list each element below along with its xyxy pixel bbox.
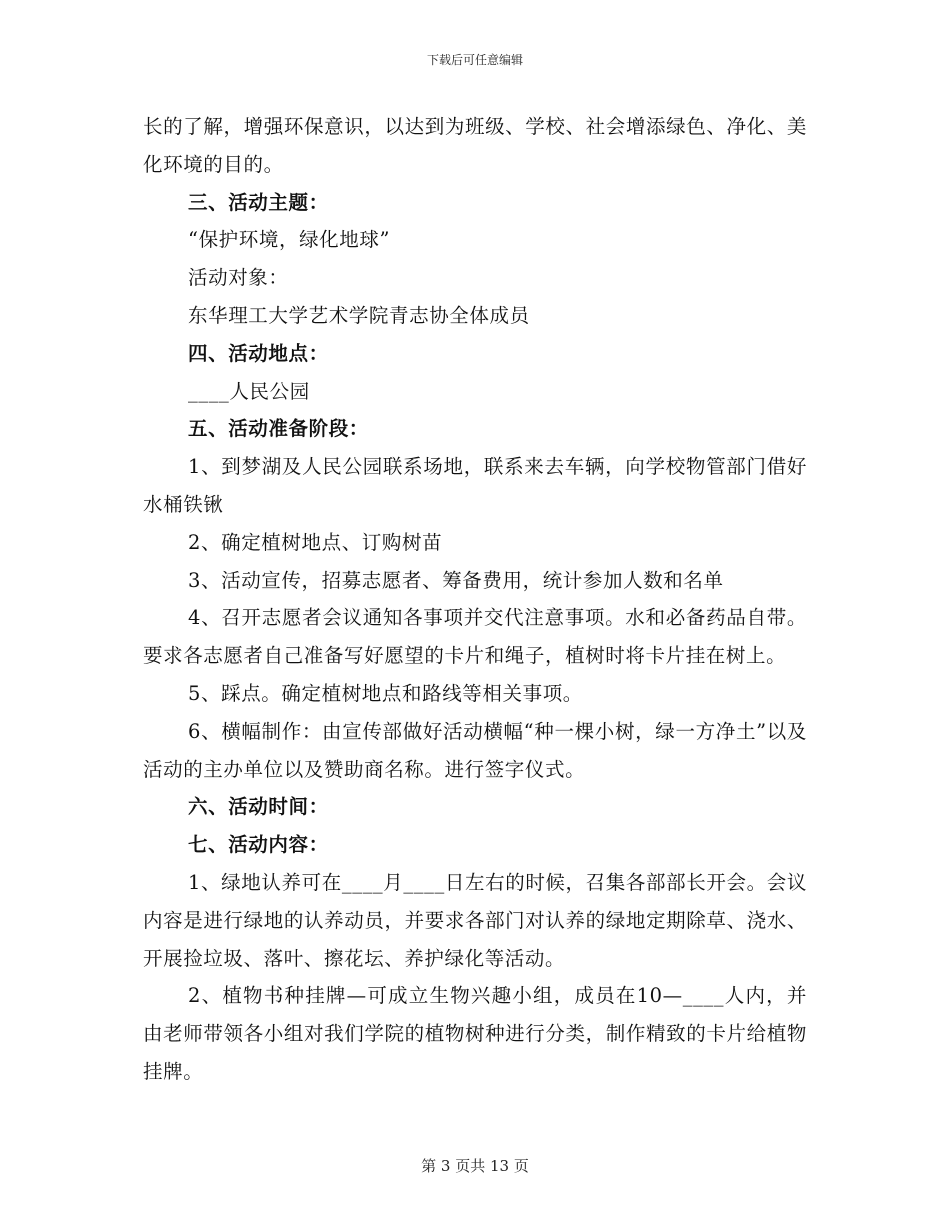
section-heading: 四、活动地点： <box>188 341 329 365</box>
page-header: 下载后可任意编辑 <box>426 53 523 67</box>
page-footer: 第 3 页共 13 页 <box>421 1157 529 1175</box>
paragraph: “保护环境，绿化地球” <box>188 228 391 252</box>
section-heading: 五、活动准备阶段： <box>188 417 369 441</box>
document-body <box>143 108 807 1091</box>
section-heading: 七、活动内容： <box>188 833 329 857</box>
list-item: 2、确定植树地点、订购树苗 <box>188 530 443 554</box>
list-item: 1、绿地认养可在____月____日左右的时候，召集各部部长开会。会议内容是进行绿地的认养动员，并要求各部门对认养的绿地定期除草、浇水、开展捡垃圾、落叶、擦花坛、养护绿化等活动。 <box>143 870 807 970</box>
paragraph: 长的了解，增强环保意识，以达到为班级、学校、社会增添绿色、净化、美化环境的目的。 <box>143 115 807 176</box>
list-item: 5、踩点。确定植树地点和路线等相关事项。 <box>188 681 583 705</box>
list-item: 1、到梦湖及人民公园联系场地，联系来去车辆，向学校物管部门借好水桶铁锹 <box>143 455 807 516</box>
section-heading: 六、活动时间： <box>188 795 329 819</box>
list-item: 3、活动宣传，招募志愿者、筹备费用，统计参加人数和名单 <box>188 568 724 592</box>
list-item: 2、植物书种挂牌—可成立生物兴趣小组，成员在10—____人内，并由老师带领各小组对我们学院的植物树种进行分类，制作精致的卡片给植物挂牌。 <box>143 984 807 1083</box>
list-item: 6、横幅制作：由宣传部做好活动横幅“种一棵小树，绿一方净土”以及活动的主办单位以及赞助商名称。进行签字仪式。 <box>143 719 807 781</box>
paragraph: ____人民公园 <box>188 379 310 403</box>
list-item: 4、召开志愿者会议通知各事项并交代注意事项。水和必备药品自带。要求各志愿者自己准备写好愿望的卡片和绳子，植树时将卡片挂在树上。 <box>143 606 807 668</box>
paragraph: 东华理工大学艺术学院青志协全体成员 <box>188 303 530 327</box>
section-heading: 三、活动主题： <box>188 190 329 214</box>
paragraph: 活动对象： <box>188 266 289 290</box>
